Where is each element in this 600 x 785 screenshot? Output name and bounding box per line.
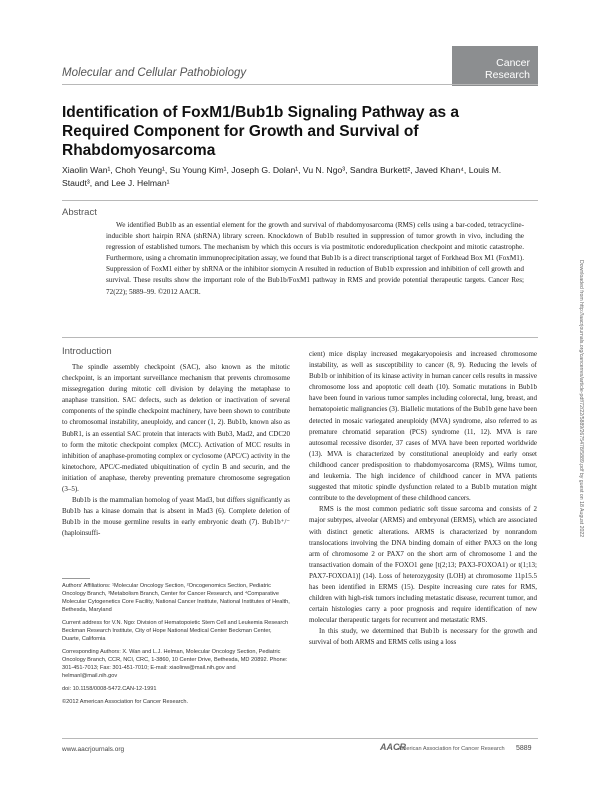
intro-heading: Introduction [62, 346, 112, 357]
copyright: ©2012 American Association for Cancer Research. [62, 699, 189, 705]
body-rule [62, 337, 538, 338]
affiliation-current-address: Current address for V.N. Ngo: Division of Hematopoietic Stem Cell and Leukemia Research Beckman Research Institute, City of Hope National Medical Center Beckman Center, Duarte, California [62, 620, 289, 642]
abstract-heading: Abstract [62, 207, 97, 218]
section-label: Molecular and Cellular Pathobiology [62, 67, 247, 79]
footer-rule [62, 738, 538, 739]
doi: doi: 10.1158/0008-5472.CAN-12-1991 [62, 686, 157, 692]
journal-url[interactable]: www.aacrjournals.org [62, 746, 125, 753]
abstract-rule [62, 200, 538, 201]
article-title: Identification of FoxM1/Bub1b Signaling Pathway as a Required Component for Growth and Survival of Rhabdomyosarcoma [62, 104, 460, 159]
brand-line-2: Research [485, 69, 530, 81]
header-rule [62, 84, 538, 85]
intro-paragraph: RMS is the most common pediatric soft tissue sarcoma and consists of 2 major subtypes, alveolar (ARMS) and embryonal (ERMS), which are associated with distinct genetic alterations. ARMS is characterized by nonrandom translocations involving the DNA binding domain of either PAX3 on the long arm of chromosome 2 or PAX7 on the short arm of chromosome 1 and the transactivation domain of the FOXO1 gene [t(2;13; PAX3-FOXOA1) or t(1;13; PAX7-FOXOA1)] (14). Loss of heterozygosity (LOH) at chromosome 11p15.5 has been identified in ERMS (15). Despite increasing cure rates for RMS, children with high-risk tumors including metastatic disease, recurrent tumor, and certain histologies carry a poor prognosis and require identification of new molecular therapeutic targets for recurrent and metastatic RMS. [309, 505, 537, 625]
intro-paragraph: cient) mice display increased megakaryopoiesis and increased chromosome instability, as well as susceptibility to cancer (8, 9). Reducing the levels of Bub1b or inhibition of its kinase activity in human cancer cells results in massive chromosome loss and apoptotic cell death (10). Somatic mutations in Bub1b have been found in various tumor samples including colorectal, lung, breast, and hematopoietic malignancies (3). Biallelic mutations of the Bub1b gene have been detected in mosaic variegated aneuploidy (MVA) syndrome, also referred to as premature chromatid separation (PCS) syndrome (11, 12). MVA is rare autosomal recessive disorder, 37 cases of MVA have been reported worldwide (13). MVA is characterized by constitutional aneuploidy and early onset childhood cancer predisposition to rhabdomyosarcoma (RMS), Wilms tumor, and leukemia. The high incidence of childhood cancer in MVA patients suggested that mitotic spindle dysfunction related to a Bub1b mutation might contribute to the development of these childhood cancers. [309, 350, 538, 503]
journal-brand [452, 46, 538, 86]
column-right [309, 349, 537, 649]
column-left [62, 362, 290, 540]
aacr-logo: AACR [380, 742, 406, 752]
author-list: Xiaolin Wan¹, Choh Yeung¹, Su Young Kim¹, Joseph G. Dolan¹, Vu N. Ngo³, Sandra Burkett², Javed Khan⁴, Louis M. Staudt³, and Lee J. Helman¹ [62, 165, 502, 188]
affiliations-block [62, 578, 290, 711]
page-number: 5889 [516, 745, 532, 752]
abstract-text: We identified Bub1b as an essential element for the growth and survival of rhabdomyosarcoma (RMS) cells using a bar-coded, tetracycline-inducible short hairpin RNA (shRNA) library screen. Knockdown of Bub1b resulted in suppression of tumor growth in vivo, including the regression of established tumors. The mechanism by which this occurs is via postmitotic endoreduplication checkpoint and mitotic catastrophe. Furthermore, using a chromatin immunoprecipitation assay, we found that Bub1b is a direct transcriptional target of Forkhead Box M1 (FoxM1). Suppression of FoxM1 either by shRNA or the inhibitor siomycin A resulted in reduction of Bub1b expression and inhibition of cell growth and survival. These results show the important role of the Bub1b/FoxM1 pathway in RMS and provide potential therapeutic targets. Cancer Res; 72(22); 5889–99. ©2012 AACR. [106, 221, 524, 296]
aacr-name: American Association for Cancer Research [398, 746, 505, 752]
affiliation-authors: Authors' Affiliations: ¹Molecular Oncology Section, ²Oncogenomics Section, Pediatric Oncology Branch, ³Metabolism Branch, Center for Cancer Research, and ⁴Comparative Molecular Cytogenetics Core Facility, National Cancer Institute, National Institutes of Health, Bethesda, Maryland [62, 583, 290, 613]
intro-paragraph: The spindle assembly checkpoint (SAC), also known as the mitotic checkpoint, is an important surveillance mechanism that prevents chromosome missegregation during mitotic cell division by delaying the metaphase to anaphase transition. SAC defects, such as deletion or inactivation of several components of the spindle checkpoint machinery, have been shown to contribute to chromosomal instability, aneuploidy, and cancer (1, 2). Bub1b, known also as BubR1, is an essential SAC protein that interacts with Bub3, Mad2, and CDC20 to form the mitotic checkpoint complex (MCC). Activation of MCC results in inhibition of anaphase-promoting complex or cyclosome (APC/C) activity in the kinetochore, APC/C-mediated ubiquitination of cyclin B and securin, and the initiation of anaphase, thereby preventing premature chromosome segregation (3–5). [62, 363, 290, 494]
download-note-text: Downloaded from http://aacrjournals.org/cancerres/article-pdf/72/22/5889/2675478/5889.pdf by guest on 18 August 2022 [578, 260, 584, 538]
intro-paragraph: Bub1b is the mammalian homolog of yeast Mad3, but differs significantly as Bub1b has a kinase domain that is absent in Mad3 (6). Complete deletion of Bub1b in the mouse germline results in early embryonic death (7). Bub1b⁺/⁻ (haploinsuffi- [62, 496, 290, 538]
intro-paragraph: In this study, we determined that Bub1b is necessary for the growth and survival of both ARMS and ERMS cells using a loss [309, 627, 537, 647]
affiliations-rule [62, 578, 90, 579]
download-note [574, 260, 586, 690]
brand-line-1: Cancer [496, 57, 530, 69]
affiliation-corresponding: Corresponding Authors: X. Wan and L.J. Helman, Molecular Oncology Section, Pediatric Oncology Branch, CCR, NCI, CRC, 1-3860, 10 Center Drive, Bethesda, MD 20892. Phone: 301-451-7013; Fax: 301-451-7010; E-mail: xiaolinw@mail.nih.gov and helmanl@mail.nih.gov [62, 649, 288, 679]
